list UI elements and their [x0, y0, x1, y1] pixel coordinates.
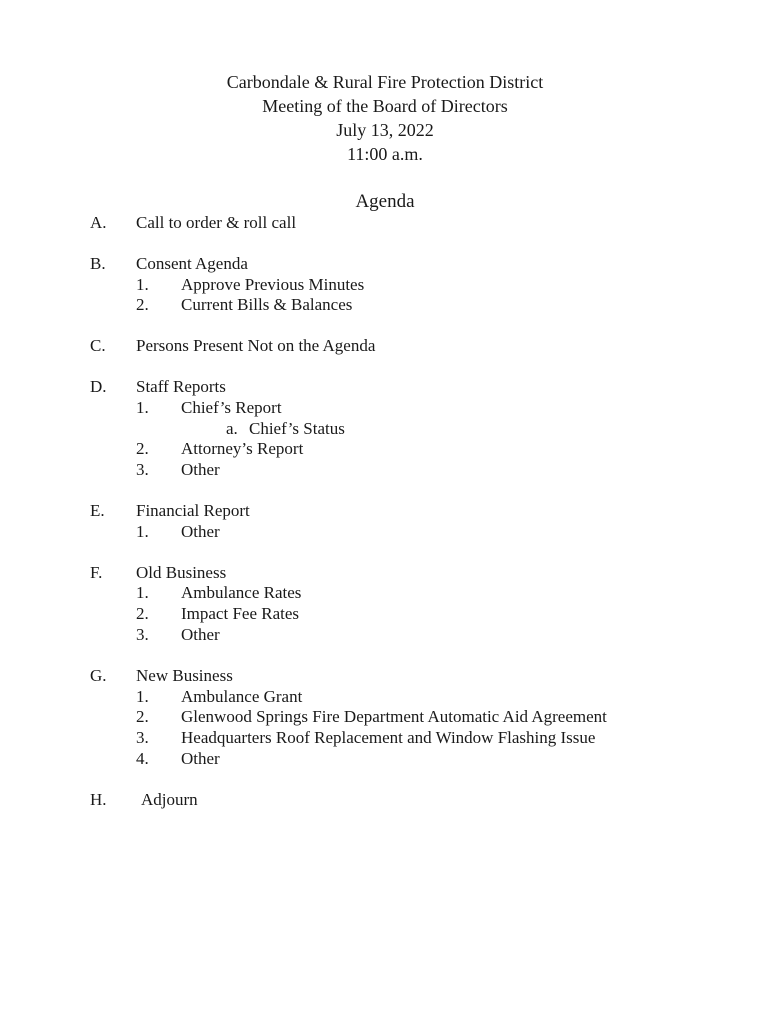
item-text: Ambulance Grant: [181, 686, 303, 706]
item-text: Other: [181, 460, 220, 480]
agenda-item: [0, 583, 770, 604]
section-heading: [0, 563, 770, 584]
section-title: Adjourn: [141, 789, 198, 809]
agenda-item: [0, 728, 770, 749]
section-letter: G.: [90, 665, 107, 685]
item-number: 2.: [136, 604, 149, 624]
sub-item-text: Chief’s Status: [249, 418, 345, 438]
item-number: 1.: [136, 397, 149, 417]
item-number: 2.: [136, 707, 149, 727]
agenda-item: [0, 398, 770, 419]
section-letter: H.: [90, 789, 107, 809]
item-text: Impact Fee Rates: [181, 604, 300, 624]
item-text: Other: [181, 748, 220, 768]
agenda-item: [0, 460, 770, 481]
section-title: New Business: [136, 665, 233, 685]
item-text: Attorney’s Report: [181, 439, 304, 459]
agenda-item: [0, 625, 770, 646]
section-letter: A.: [90, 213, 107, 232]
agenda-sections: [0, 213, 770, 831]
agenda-section: [0, 790, 770, 811]
agenda-section: [0, 254, 770, 316]
agenda-item: [0, 749, 770, 770]
agenda-section: [0, 563, 770, 646]
meeting-time: 11:00 a.m.: [347, 144, 423, 164]
item-text: Headquarters Roof Replacement and Window Flashing Issue: [181, 728, 596, 748]
item-number: 3.: [136, 460, 149, 480]
section-heading: [0, 336, 770, 357]
document-header: [0, 70, 770, 166]
section-letter: F.: [90, 562, 103, 582]
section-heading: [0, 377, 770, 398]
item-text: Chief’s Report: [181, 397, 282, 417]
item-text: Current Bills & Balances: [181, 295, 353, 315]
agenda-item: [0, 522, 770, 543]
item-text: Other: [181, 624, 220, 644]
agenda-item: [0, 707, 770, 728]
item-number: 2.: [136, 439, 149, 459]
meeting-date: July 13, 2022: [336, 120, 434, 140]
agenda-section: [0, 336, 770, 357]
agenda-section: [0, 666, 770, 770]
section-title: Financial Report: [136, 500, 250, 520]
section-letter: B.: [90, 253, 106, 273]
section-heading: [0, 254, 770, 275]
section-letter: C.: [90, 336, 106, 356]
agenda-section: [0, 213, 770, 234]
section-letter: E.: [90, 500, 105, 520]
item-number: 1.: [136, 686, 149, 706]
section-title: Staff Reports: [136, 376, 226, 396]
section-letter: D.: [90, 376, 107, 396]
agenda-heading: Agenda: [355, 191, 415, 212]
agenda-item: [0, 295, 770, 316]
section-heading: [0, 501, 770, 522]
agenda-section: [0, 377, 770, 481]
item-number: 3.: [136, 728, 149, 748]
section-heading: [0, 790, 770, 811]
section-title: Consent Agenda: [136, 253, 248, 273]
section-title: Call to order & roll call: [136, 213, 297, 232]
section-heading: [0, 666, 770, 687]
agenda-section: [0, 501, 770, 543]
item-text: Glenwood Springs Fire Department Automatic Aid Agreement: [181, 707, 607, 727]
agenda-sub-item: [0, 419, 770, 440]
section-title: Persons Present Not on the Agenda: [136, 336, 376, 356]
item-number: 4.: [136, 748, 149, 768]
item-number: 2.: [136, 295, 149, 315]
agenda-item: [0, 275, 770, 296]
section-title: Old Business: [136, 562, 227, 582]
item-number: 1.: [136, 521, 149, 541]
item-text: Other: [181, 521, 220, 541]
agenda-item: [0, 439, 770, 460]
sub-item-letter: a.: [226, 418, 238, 438]
item-text: Approve Previous Minutes: [181, 274, 365, 294]
item-text: Ambulance Rates: [181, 583, 302, 603]
meeting-title: Meeting of the Board of Directors: [262, 96, 508, 116]
section-heading: [0, 213, 770, 234]
item-number: 3.: [136, 624, 149, 644]
agenda-item: [0, 604, 770, 625]
item-number: 1.: [136, 274, 149, 294]
district-name: Carbondale & Rural Fire Protection District: [226, 72, 544, 92]
agenda-item: [0, 687, 770, 708]
item-number: 1.: [136, 583, 149, 603]
